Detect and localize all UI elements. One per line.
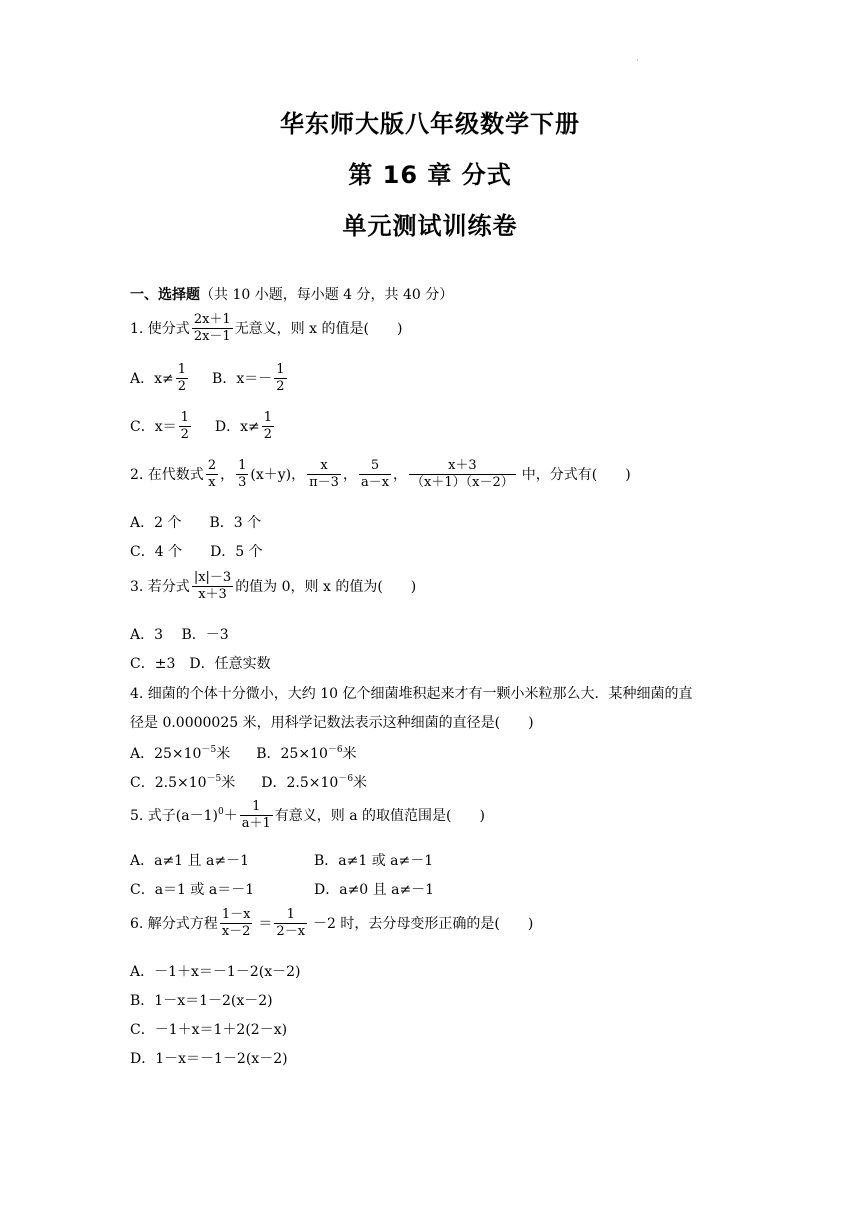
- question-2: [130, 459, 631, 491]
- q4-d-unit: 米: [353, 775, 368, 791]
- q5-fraction: [240, 800, 273, 832]
- q6-suffix: －2 时，去分母变形正确的是( ): [313, 915, 534, 932]
- test-title: 单元测试训练卷: [342, 212, 518, 240]
- q6-fraction-2: [274, 908, 307, 940]
- q1-options-ab: [130, 363, 289, 395]
- q1-option-c-fraction: [179, 411, 191, 443]
- q2-f4-den: a－x: [360, 475, 390, 491]
- q4-option-c: C．2.5×10: [130, 775, 207, 791]
- q6-option-c: C．－1＋x＝1＋2(2－x): [130, 1022, 288, 1038]
- q4-option-a: A．25×10: [130, 746, 202, 762]
- question-1: [130, 313, 402, 345]
- q2-f2-num: 1: [236, 459, 248, 475]
- q4-a-unit: 米: [216, 746, 231, 762]
- q2-options-cd: C．4 个 D．5 个: [130, 544, 263, 560]
- q1-option-b-fraction: [274, 363, 286, 395]
- q3-prefix: 3. 若分式: [130, 578, 190, 595]
- page-mark: ·: [636, 56, 639, 65]
- q1-a-den: 2: [177, 379, 187, 395]
- q4-b-unit: 米: [342, 746, 357, 762]
- q2-f3-den: π－3: [309, 475, 339, 491]
- q3-num: |x|－3: [192, 571, 233, 587]
- q4-line-2: 径是 0.0000025 米，用科学记数法表示这种细菌的直径是( ): [130, 715, 534, 731]
- q3-options-cd: C．±3 D．任意实数: [130, 656, 271, 672]
- q1-option-c: C．x＝: [130, 418, 177, 435]
- q5-exp: 0: [218, 806, 224, 817]
- section-heading: [130, 284, 453, 304]
- q5-options-ab: [130, 850, 433, 870]
- q1-options-cd: [130, 411, 276, 443]
- q1-b-num: 1: [274, 363, 286, 379]
- q3-den: x＋3: [198, 587, 227, 603]
- q2-f5-den: （x＋1）（x－2）: [411, 475, 514, 491]
- q2-fraction-3: [307, 459, 341, 491]
- q4-a-exp: －5: [201, 745, 217, 755]
- q2-mid: (x＋y)，: [250, 466, 306, 483]
- q1-a-num: 1: [176, 363, 188, 379]
- q5-prefix: 5. 式子(a－1): [130, 807, 218, 824]
- q1-option-a: A．x≠: [130, 370, 174, 387]
- q1-option-a-fraction: [176, 363, 188, 395]
- q2-fraction-1: [206, 459, 218, 491]
- q4-option-d: D．2.5×10: [261, 775, 339, 791]
- q2-sep-2: ，: [342, 466, 357, 483]
- q4-d-exp: －6: [338, 774, 354, 784]
- q6-f2-num: 1: [274, 908, 307, 924]
- q6-fraction-1: [220, 908, 253, 940]
- q5-options-cd: [130, 879, 434, 899]
- q1-numerator: 2x＋1: [192, 313, 233, 329]
- q1-c-num: 1: [179, 411, 191, 427]
- q4-b-exp: －6: [327, 745, 343, 755]
- q1-suffix: 无意义，则 x 的值是( ): [234, 320, 403, 337]
- section-note: （共 10 小题，每小题 4 分，共 40 分）: [200, 287, 454, 303]
- q3-fraction: [192, 571, 233, 603]
- book-title: 华东师大版八年级数学下册: [280, 110, 580, 138]
- q1-d-num: 1: [262, 411, 274, 427]
- q2-sep-1: ，: [220, 466, 235, 483]
- q2-f4-num: 5: [359, 459, 391, 475]
- q6-f1-den: x－2: [221, 924, 251, 940]
- q6-f2-den: 2－x: [276, 924, 306, 940]
- q5-suffix: 有意义，则 a 的取值范围是( ): [274, 807, 485, 824]
- q1-option-b: B．x＝－: [212, 370, 273, 387]
- chapter-title: 第 16 章 分式: [348, 161, 512, 189]
- q3-suffix: 的值为 0，则 x 的值为( ): [235, 578, 417, 595]
- q3-options-ab: A．3 B．－3: [130, 627, 229, 643]
- q1-option-d-fraction: [262, 411, 274, 443]
- q2-f1-den: x: [208, 475, 216, 491]
- q4-options-ab: [130, 742, 357, 763]
- q6-prefix: 6. 解分式方程: [130, 915, 218, 932]
- q4-c-unit: 米: [221, 775, 236, 791]
- q2-f5-num: x＋3: [409, 459, 516, 475]
- q4-line-1: 4. 细菌的个体十分微小，大约 10 亿个细菌堆积起来才有一颗小米粒那么大．某种细菌的直: [130, 686, 693, 702]
- question-6: [130, 908, 533, 940]
- q6-f1-num: 1－x: [220, 908, 253, 924]
- q2-fraction-2: [236, 459, 248, 491]
- q4-c-exp: －5: [206, 774, 222, 784]
- q1-b-den: 2: [276, 379, 285, 395]
- q6-option-d: D．1－x＝－1－2(x－2): [130, 1051, 288, 1067]
- q2-f1-num: 2: [206, 459, 218, 475]
- q1-option-d: D．x≠: [214, 418, 260, 435]
- q5-option-c: C．a＝1 或 a＝－1: [130, 882, 255, 898]
- q1-c-den: 2: [180, 427, 189, 443]
- q5-option-b: B．a≠1 或 a≠－1: [314, 853, 434, 869]
- q2-fraction-4: [359, 459, 391, 491]
- section-title: 一、选择题: [130, 287, 200, 303]
- q1-denominator: 2x－1: [193, 329, 231, 345]
- question-3: [130, 571, 416, 603]
- q2-sep-3: ，: [393, 466, 408, 483]
- question-5: [130, 800, 485, 832]
- q2-fraction-5: [409, 459, 516, 491]
- q1-fraction: [192, 313, 233, 345]
- q5-den: a＋1: [241, 816, 271, 832]
- q6-option-a: A．－1＋x＝－1－2(x－2): [130, 964, 301, 980]
- q2-prefix: 2. 在代数式: [130, 466, 204, 483]
- q4-options-cd: [130, 771, 367, 792]
- q2-options-ab: A．2 个 B．3 个: [130, 515, 262, 531]
- q5-num: 1: [240, 800, 273, 816]
- q2-f3-num: x: [307, 459, 341, 475]
- q6-equals: ＝: [258, 915, 273, 932]
- q2-f2-den: 3: [238, 475, 247, 491]
- q6-option-b: B．1－x＝1－2(x－2): [130, 993, 273, 1009]
- q2-suffix: 中，分式有( ): [521, 466, 631, 483]
- q1-prefix: 1. 使分式: [130, 320, 190, 337]
- q4-option-b: B．25×10: [256, 746, 328, 762]
- q5-plus: ＋: [223, 807, 238, 824]
- q1-d-den: 2: [263, 427, 273, 443]
- q5-option-d: D．a≠0 且 a≠－1: [314, 882, 435, 898]
- q5-option-a: A．a≠1 且 a≠－1: [130, 853, 249, 869]
